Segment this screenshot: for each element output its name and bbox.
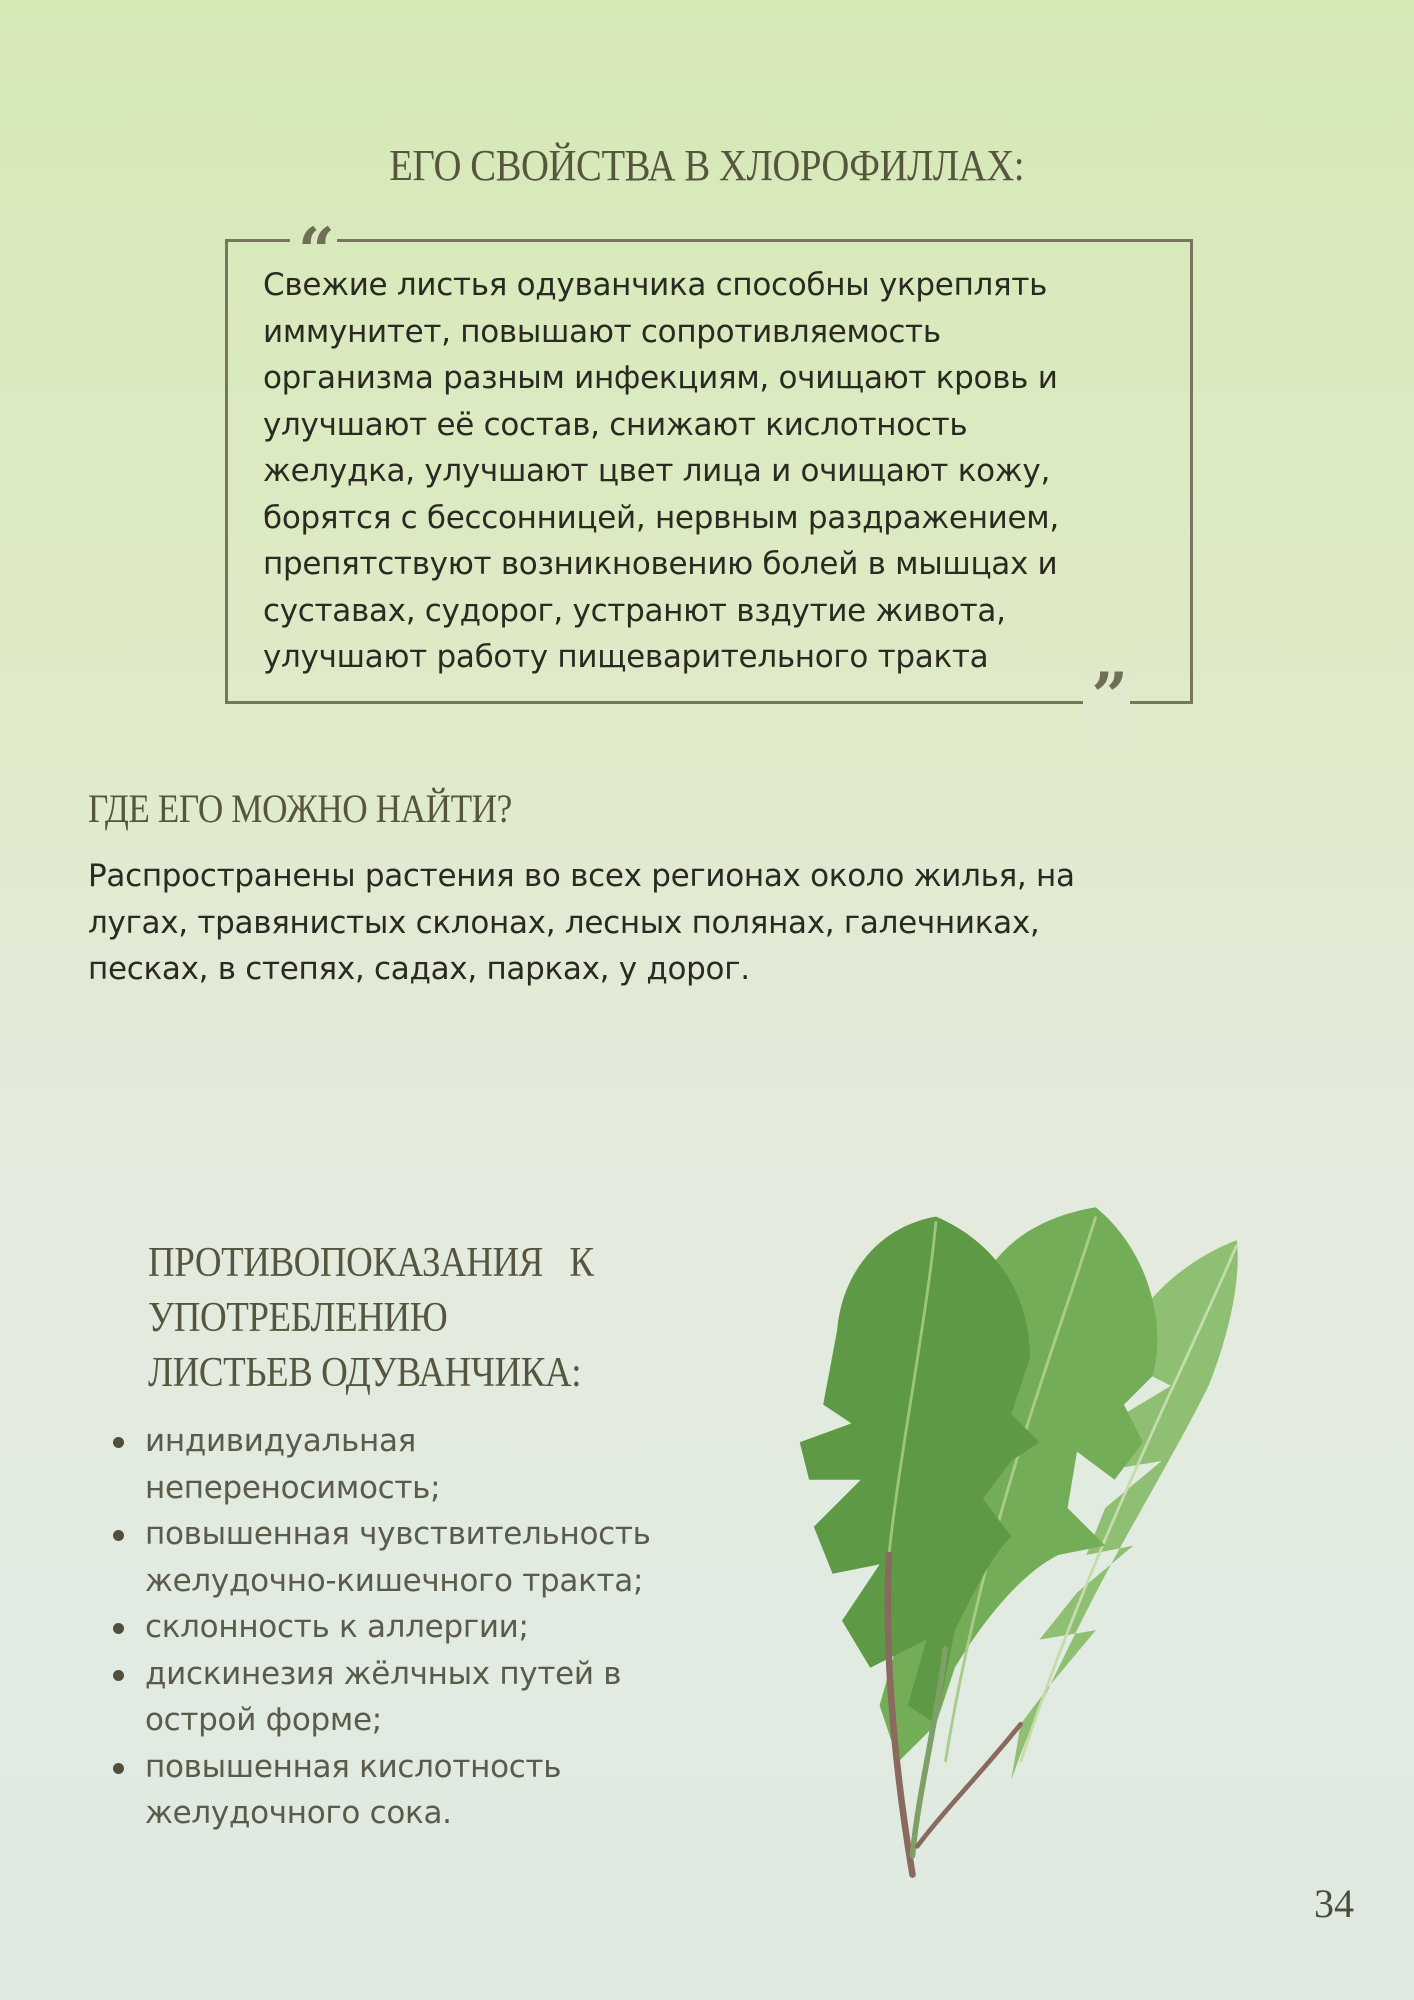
quote-line: организма разным инфекциям, очищают кровь и bbox=[263, 360, 1058, 396]
quote-line: иммунитет, повышают сопротивляемость bbox=[263, 313, 941, 350]
quote-line: Свежие листья одуванчика способны укреплять bbox=[263, 267, 1048, 303]
quote-line: желудка, улучшают цвет лица и очищают кожу, bbox=[263, 453, 1051, 489]
bullet-icon bbox=[113, 1437, 124, 1448]
quote-line: борятся с бессонницей, нервным раздражением, bbox=[263, 499, 1059, 536]
bullet-icon bbox=[113, 1623, 124, 1634]
where-to-find-heading: ГДЕ ЕГО МОЖНО НАЙТИ? bbox=[88, 786, 512, 831]
heading-line: ПРОТИВОПОКАЗАНИЯ К bbox=[148, 1240, 594, 1286]
heading-line: УПОТРЕБЛЕНИЮ bbox=[148, 1295, 448, 1341]
quote-box bbox=[225, 214, 1193, 734]
list-item: индивидуальная непереносимость; bbox=[108, 1418, 708, 1511]
properties-heading: ЕГО СВОЙСТВА В ХЛОРОФИЛЛАХ: bbox=[389, 141, 1025, 190]
dandelion-leaves-illustration bbox=[795, 1190, 1265, 1920]
quote-line: суставах, судорог, устранют вздутие живота, bbox=[263, 592, 1006, 629]
contraindications-list bbox=[108, 1418, 708, 1837]
bullet-icon bbox=[113, 1763, 124, 1774]
text-line: лугах, травянистых склонах, лесных полянах, галечниках, bbox=[88, 904, 1040, 941]
where-to-find-text bbox=[88, 853, 1238, 993]
quote-line: препятствуют возникновению болей в мышцах и bbox=[263, 546, 1058, 582]
list-item: дискинезия жёлчных путей в острой форме; bbox=[108, 1651, 708, 1744]
quote-line: улучшают работу пищеварительного тракта bbox=[263, 639, 989, 675]
text-line: Распространены растения во всех регионах около жилья, на bbox=[88, 858, 1075, 894]
quote-line: улучшают её состав, снижают кислотность bbox=[263, 406, 968, 443]
heading-line: ЛИСТЬЕВ ОДУВАНЧИКА: bbox=[148, 1350, 582, 1396]
dandelion-leaves-image bbox=[795, 1190, 1265, 1920]
list-item: повышенная кислотность желудочного сока. bbox=[108, 1744, 708, 1837]
page-number: 34 bbox=[1314, 1881, 1354, 1926]
bullet-icon bbox=[113, 1670, 124, 1681]
right-double-quote-icon: ” bbox=[1083, 677, 1130, 741]
left-double-quote-icon: “ bbox=[290, 224, 337, 258]
list-item: повышенная чувствительность желудочно-кишечного тракта; bbox=[108, 1511, 708, 1604]
bullet-icon bbox=[113, 1530, 124, 1541]
list-item: склонность к аллергии; bbox=[108, 1604, 708, 1651]
contraindications-heading bbox=[148, 1236, 594, 1401]
text-line: песках, в степях, садах, парках, у дорог. bbox=[88, 951, 750, 987]
quote-text bbox=[263, 262, 1163, 681]
